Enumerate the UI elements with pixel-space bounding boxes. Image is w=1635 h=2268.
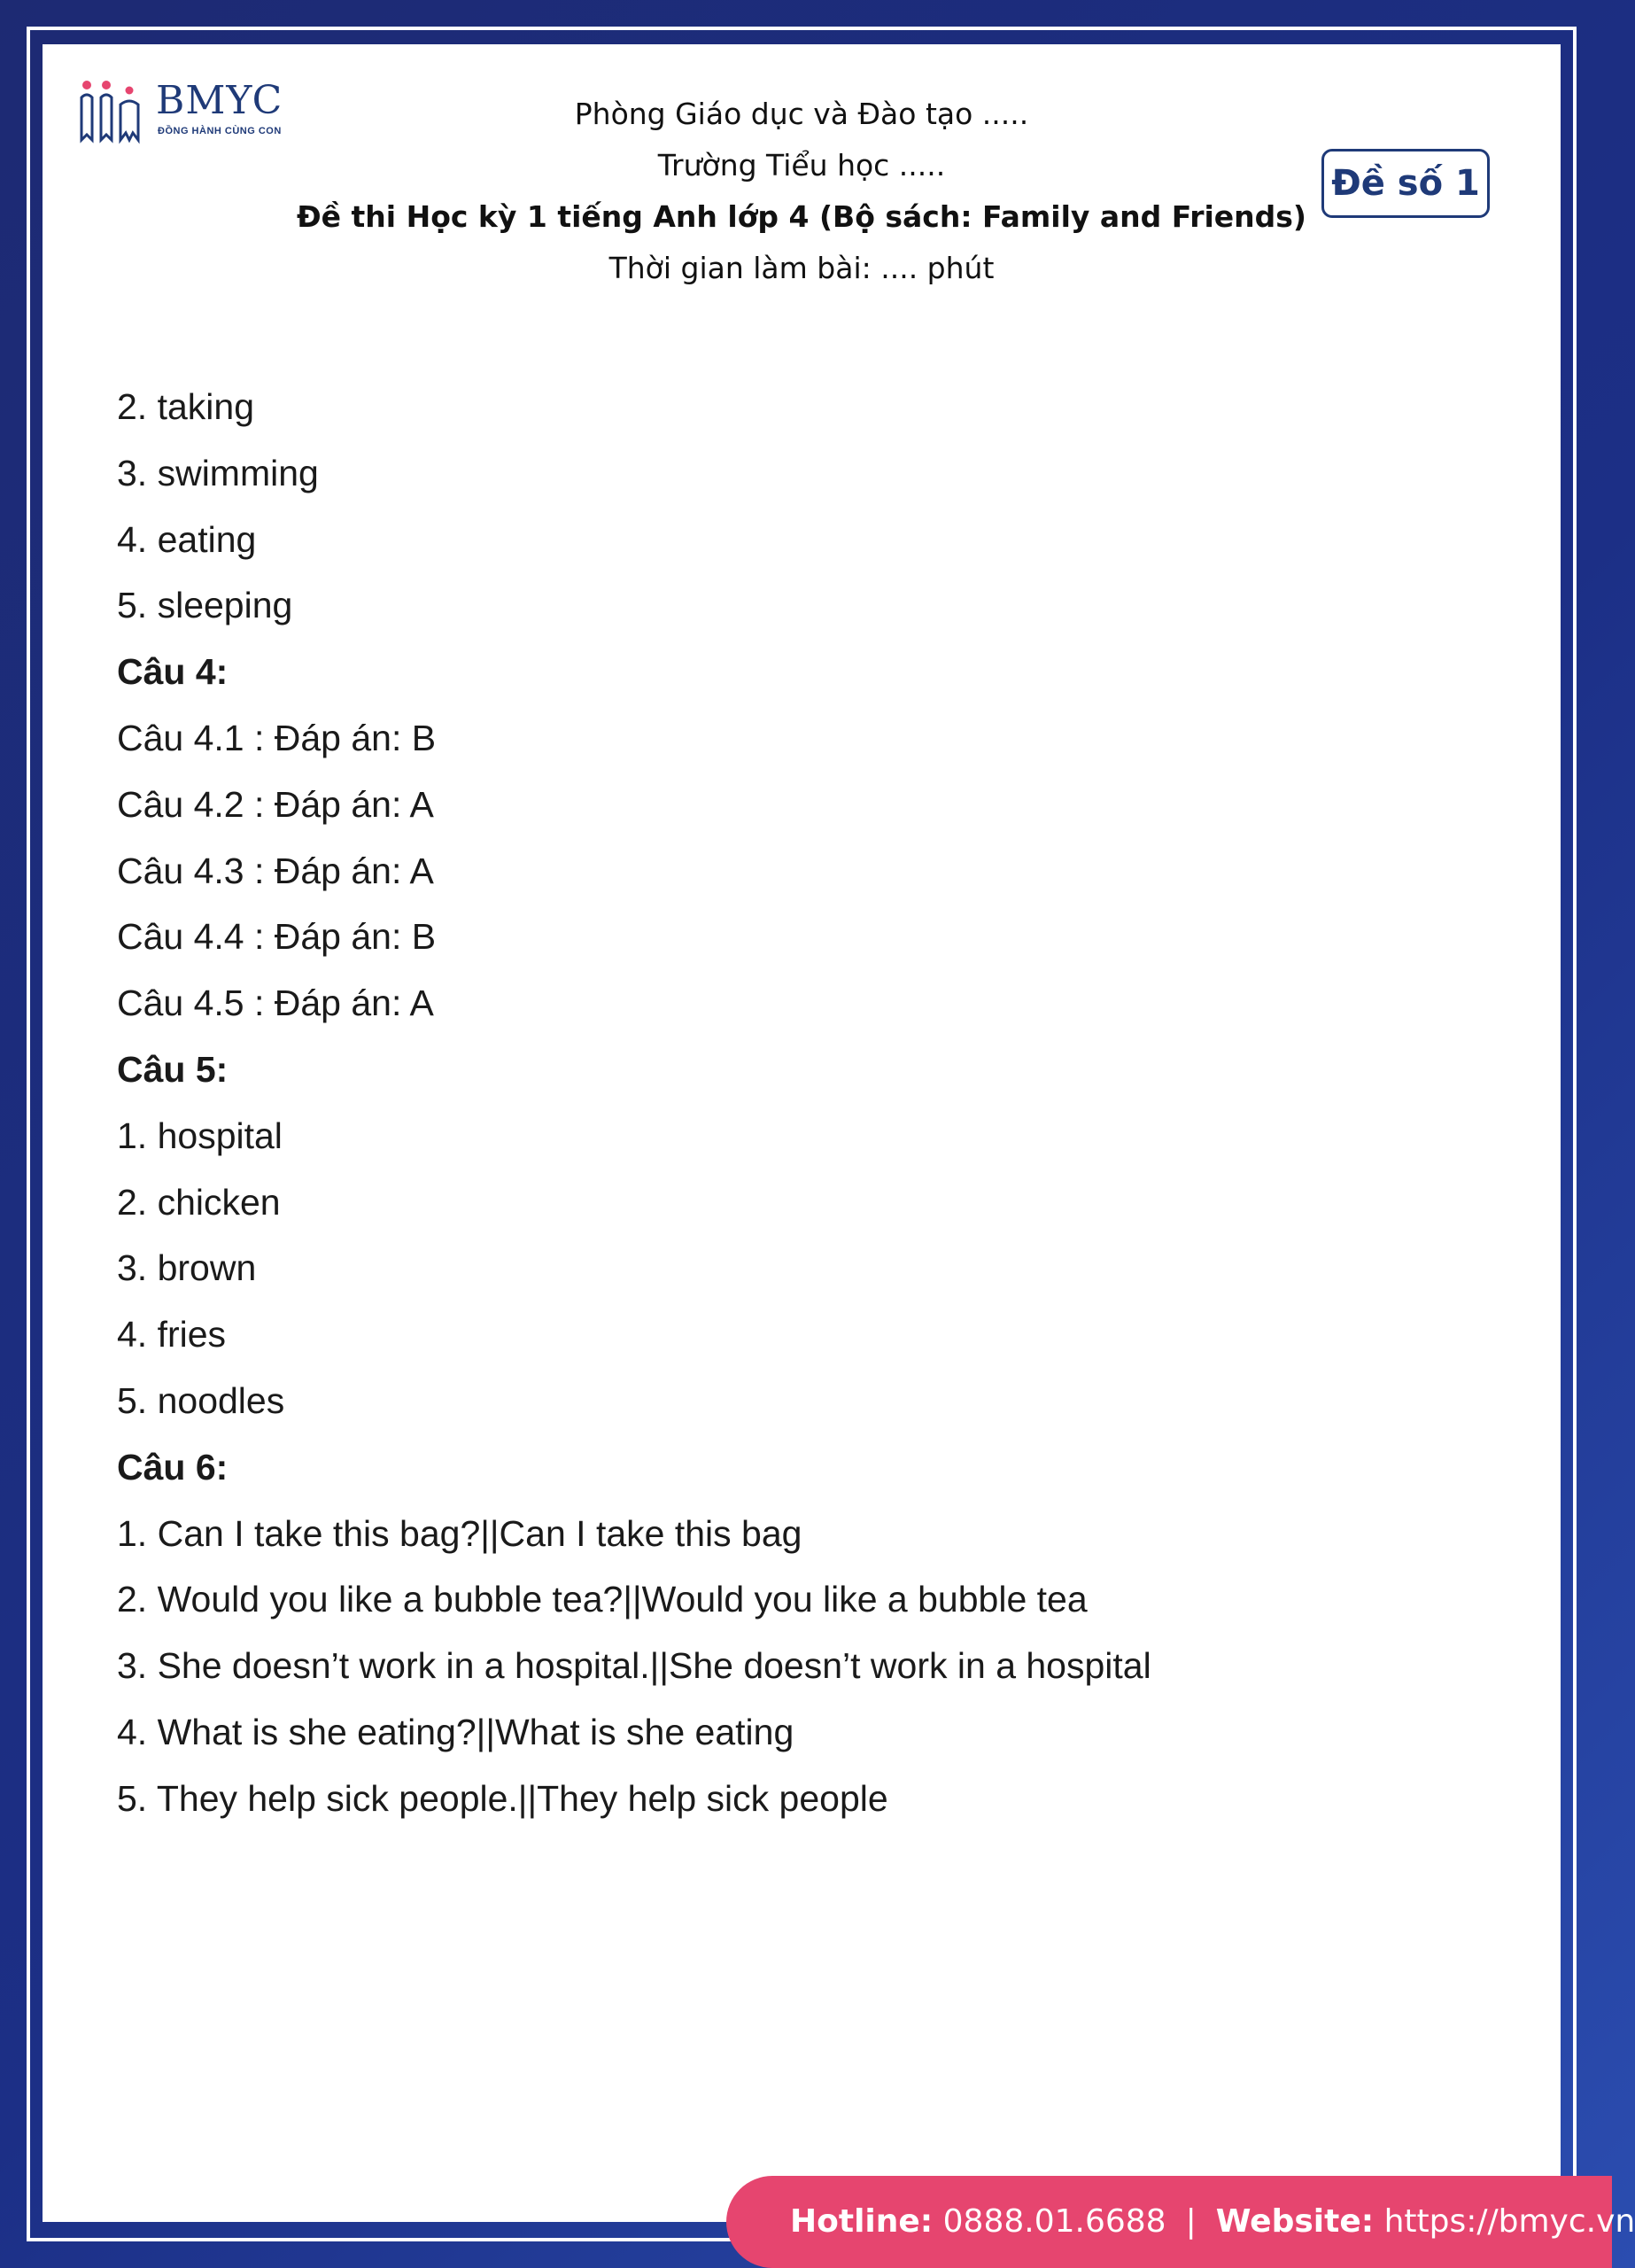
contact-footer: [726, 2176, 1635, 2268]
answer-line: 4. What is she eating?||What is she eating: [117, 1711, 794, 1752]
school-line: Trường Tiểu học .....: [657, 148, 946, 183]
hotline-number: 0888.01.6688: [942, 2203, 1166, 2240]
answer-line: Câu 4.5 : Đáp án: A: [117, 983, 434, 1024]
section-heading: Câu 5:: [117, 1048, 229, 1090]
duration-line: Thời gian làm bài: .... phút: [608, 251, 995, 285]
website-label: Website:: [1215, 2203, 1375, 2240]
answer-line: 2. taking: [117, 386, 254, 427]
exam-title: Đề thi Học kỳ 1 tiếng Anh lớp 4 (Bộ sách: Family and Friends): [297, 199, 1306, 234]
answer-line: 5. They help sick people.||They help sick people: [117, 1777, 888, 1819]
exam-number-badge: Đề số 1: [1321, 149, 1490, 218]
brand-name: BMYC: [156, 78, 283, 123]
answer-line: Câu 4.1 : Đáp án: B: [117, 717, 437, 758]
answer-line: 5. sleeping: [117, 585, 293, 626]
section-heading: Câu 4:: [117, 651, 229, 693]
answer-line: 3. She doesn’t work in a hospital.||She doesn’t work in a hospital: [117, 1645, 1151, 1687]
answer-line: 5. noodles: [117, 1379, 285, 1421]
answer-line: 4. fries: [117, 1314, 227, 1355]
answer-line: 4. eating: [117, 518, 257, 560]
department-line: Phòng Giáo dục và Đào tạo .....: [574, 97, 1029, 131]
answer-line: 2. chicken: [117, 1181, 281, 1223]
footer-separator: |: [1185, 2203, 1197, 2240]
answer-line: Câu 4.2 : Đáp án: A: [117, 783, 434, 825]
answer-line: 1. hospital: [117, 1115, 283, 1156]
section-heading: Câu 6:: [117, 1446, 229, 1487]
answer-line: Câu 4.3 : Đáp án: A: [117, 850, 434, 891]
answer-line: 1. Can I take this bag?||Can I take this bag: [117, 1512, 802, 1554]
answer-line: 3. brown: [117, 1247, 257, 1289]
answer-line: Câu 4.4 : Đáp án: B: [117, 916, 437, 958]
footer-contact-text: [790, 2176, 1635, 2268]
hotline-label: Hotline:: [790, 2203, 934, 2240]
answer-line: 3. swimming: [117, 452, 319, 493]
document-page: [43, 44, 1561, 2222]
website-url: https://bmyc.vn: [1383, 2203, 1635, 2240]
answer-list: [117, 374, 1445, 1832]
answer-line: 2. Would you like a bubble tea?||Would you like a bubble tea: [117, 1579, 1088, 1620]
brand-tagline: ĐỒNG HÀNH CÙNG CON: [158, 126, 282, 136]
